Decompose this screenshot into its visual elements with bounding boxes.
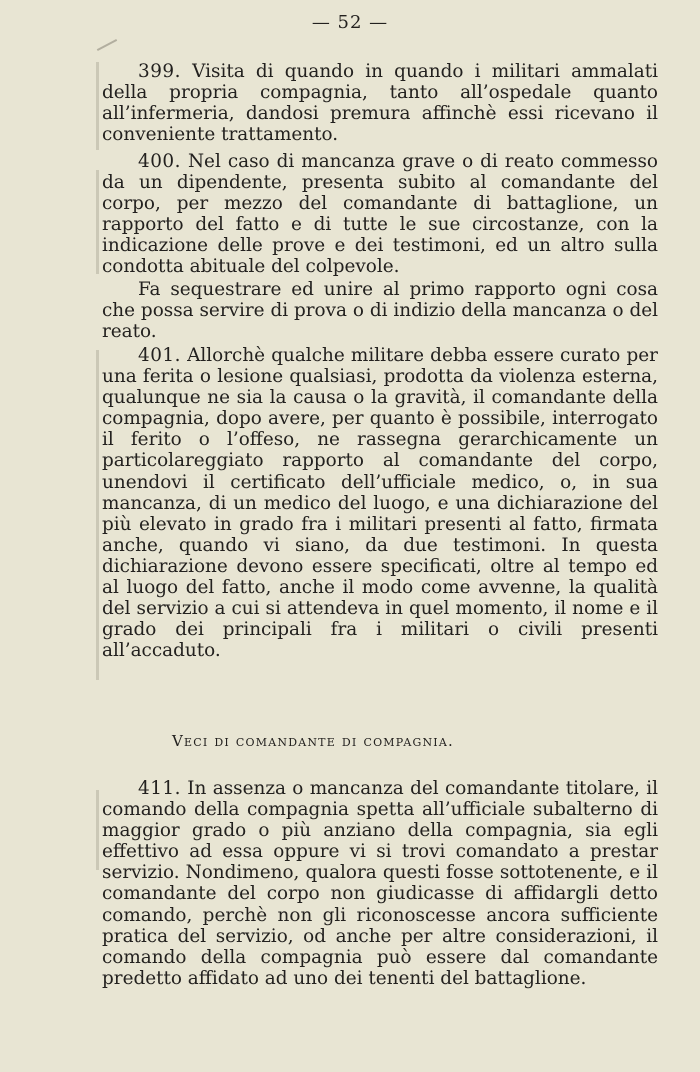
paragraph-number: 400. <box>138 151 181 172</box>
paragraph-400-continued <box>102 279 658 342</box>
paragraph-number: 399. <box>138 61 181 82</box>
margin-line <box>96 170 99 274</box>
paragraph-411 <box>102 778 658 989</box>
margin-line <box>96 350 99 680</box>
paragraph-399 <box>102 61 658 145</box>
margin-line <box>96 790 99 870</box>
section-title: Veci di comandante di compagnia. <box>172 732 454 750</box>
paragraph-401 <box>102 345 658 661</box>
pencil-mark <box>97 39 117 51</box>
paragraph-text: In assenza o mancanza del comandante titolare, il comando della compagnia spetta all’ufficiale subalterno di maggior grado o più anziano della compagnia, sia egli effettivo ad essa oppure vi si trovi comandato a prestar servizio. Nondimeno, qualora questi fosse sottotenente, e il comandante del corpo non giudicasse di affidargli detto comando, perchè non gli riconoscesse ancora sufficiente pratica del servizio, od anche per altre considerazioni, il comando della compagnia può essere dal comandante predetto affidato ad uno dei tenenti del battaglione. <box>102 778 658 989</box>
paragraph-number: 401. <box>138 345 181 366</box>
paragraph-text: Nel caso di mancanza grave o di reato commesso da un dipendente, presenta subito al comandante del corpo, per mezzo del comandante di battaglione, un rapporto del fatto e di tutte le sue circostanze, con la indicazione delle prove e dei testimoni, ed un altro sulla condotta abituale del colpevole. <box>102 151 658 278</box>
paragraph-number: 411. <box>138 778 181 799</box>
paragraph-text: Fa sequestrare ed unire al primo rapporto ogni cosa che possa servire di prova o di indizio della mancanza o del reato. <box>102 279 658 343</box>
page-number: — 52 — <box>311 12 389 33</box>
margin-line <box>96 62 99 150</box>
paragraph-400 <box>102 151 658 278</box>
paragraph-text: Allorchè qualche militare debba essere curato per una ferita o lesione qualsiasi, prodotta da violenza esterna, qualunque ne sia la causa o la gravità, il comandante della compagnia, dopo avere, per quanto è possibile, interrogato il ferito o l’offeso, ne rassegna gerarchicamente un particolareggiato rapporto al comandante del corpo, unendovi il certificato dell’ufficiale medico, o, in sua mancanza, di un medico del luogo, e una dichiarazione del più elevato in grado fra i militari presenti al fatto, firmata anche, quando vi siano, da due testimoni. In questa dichiarazione devono essere specificati, oltre al tempo ed al luogo del fatto, anche il modo come avvenne, la qualità del servizio a cui si attendeva in quel momento, il nome e il grado dei principali fra i militari o civili presenti all’accaduto. <box>102 345 658 662</box>
paragraph-text: Visita di quando in quando i militari ammalati della propria compagnia, tanto all’ospedale quanto all’infermeria, dandosi premura affinchè essi ricevano il conveniente trattamento. <box>102 61 658 146</box>
